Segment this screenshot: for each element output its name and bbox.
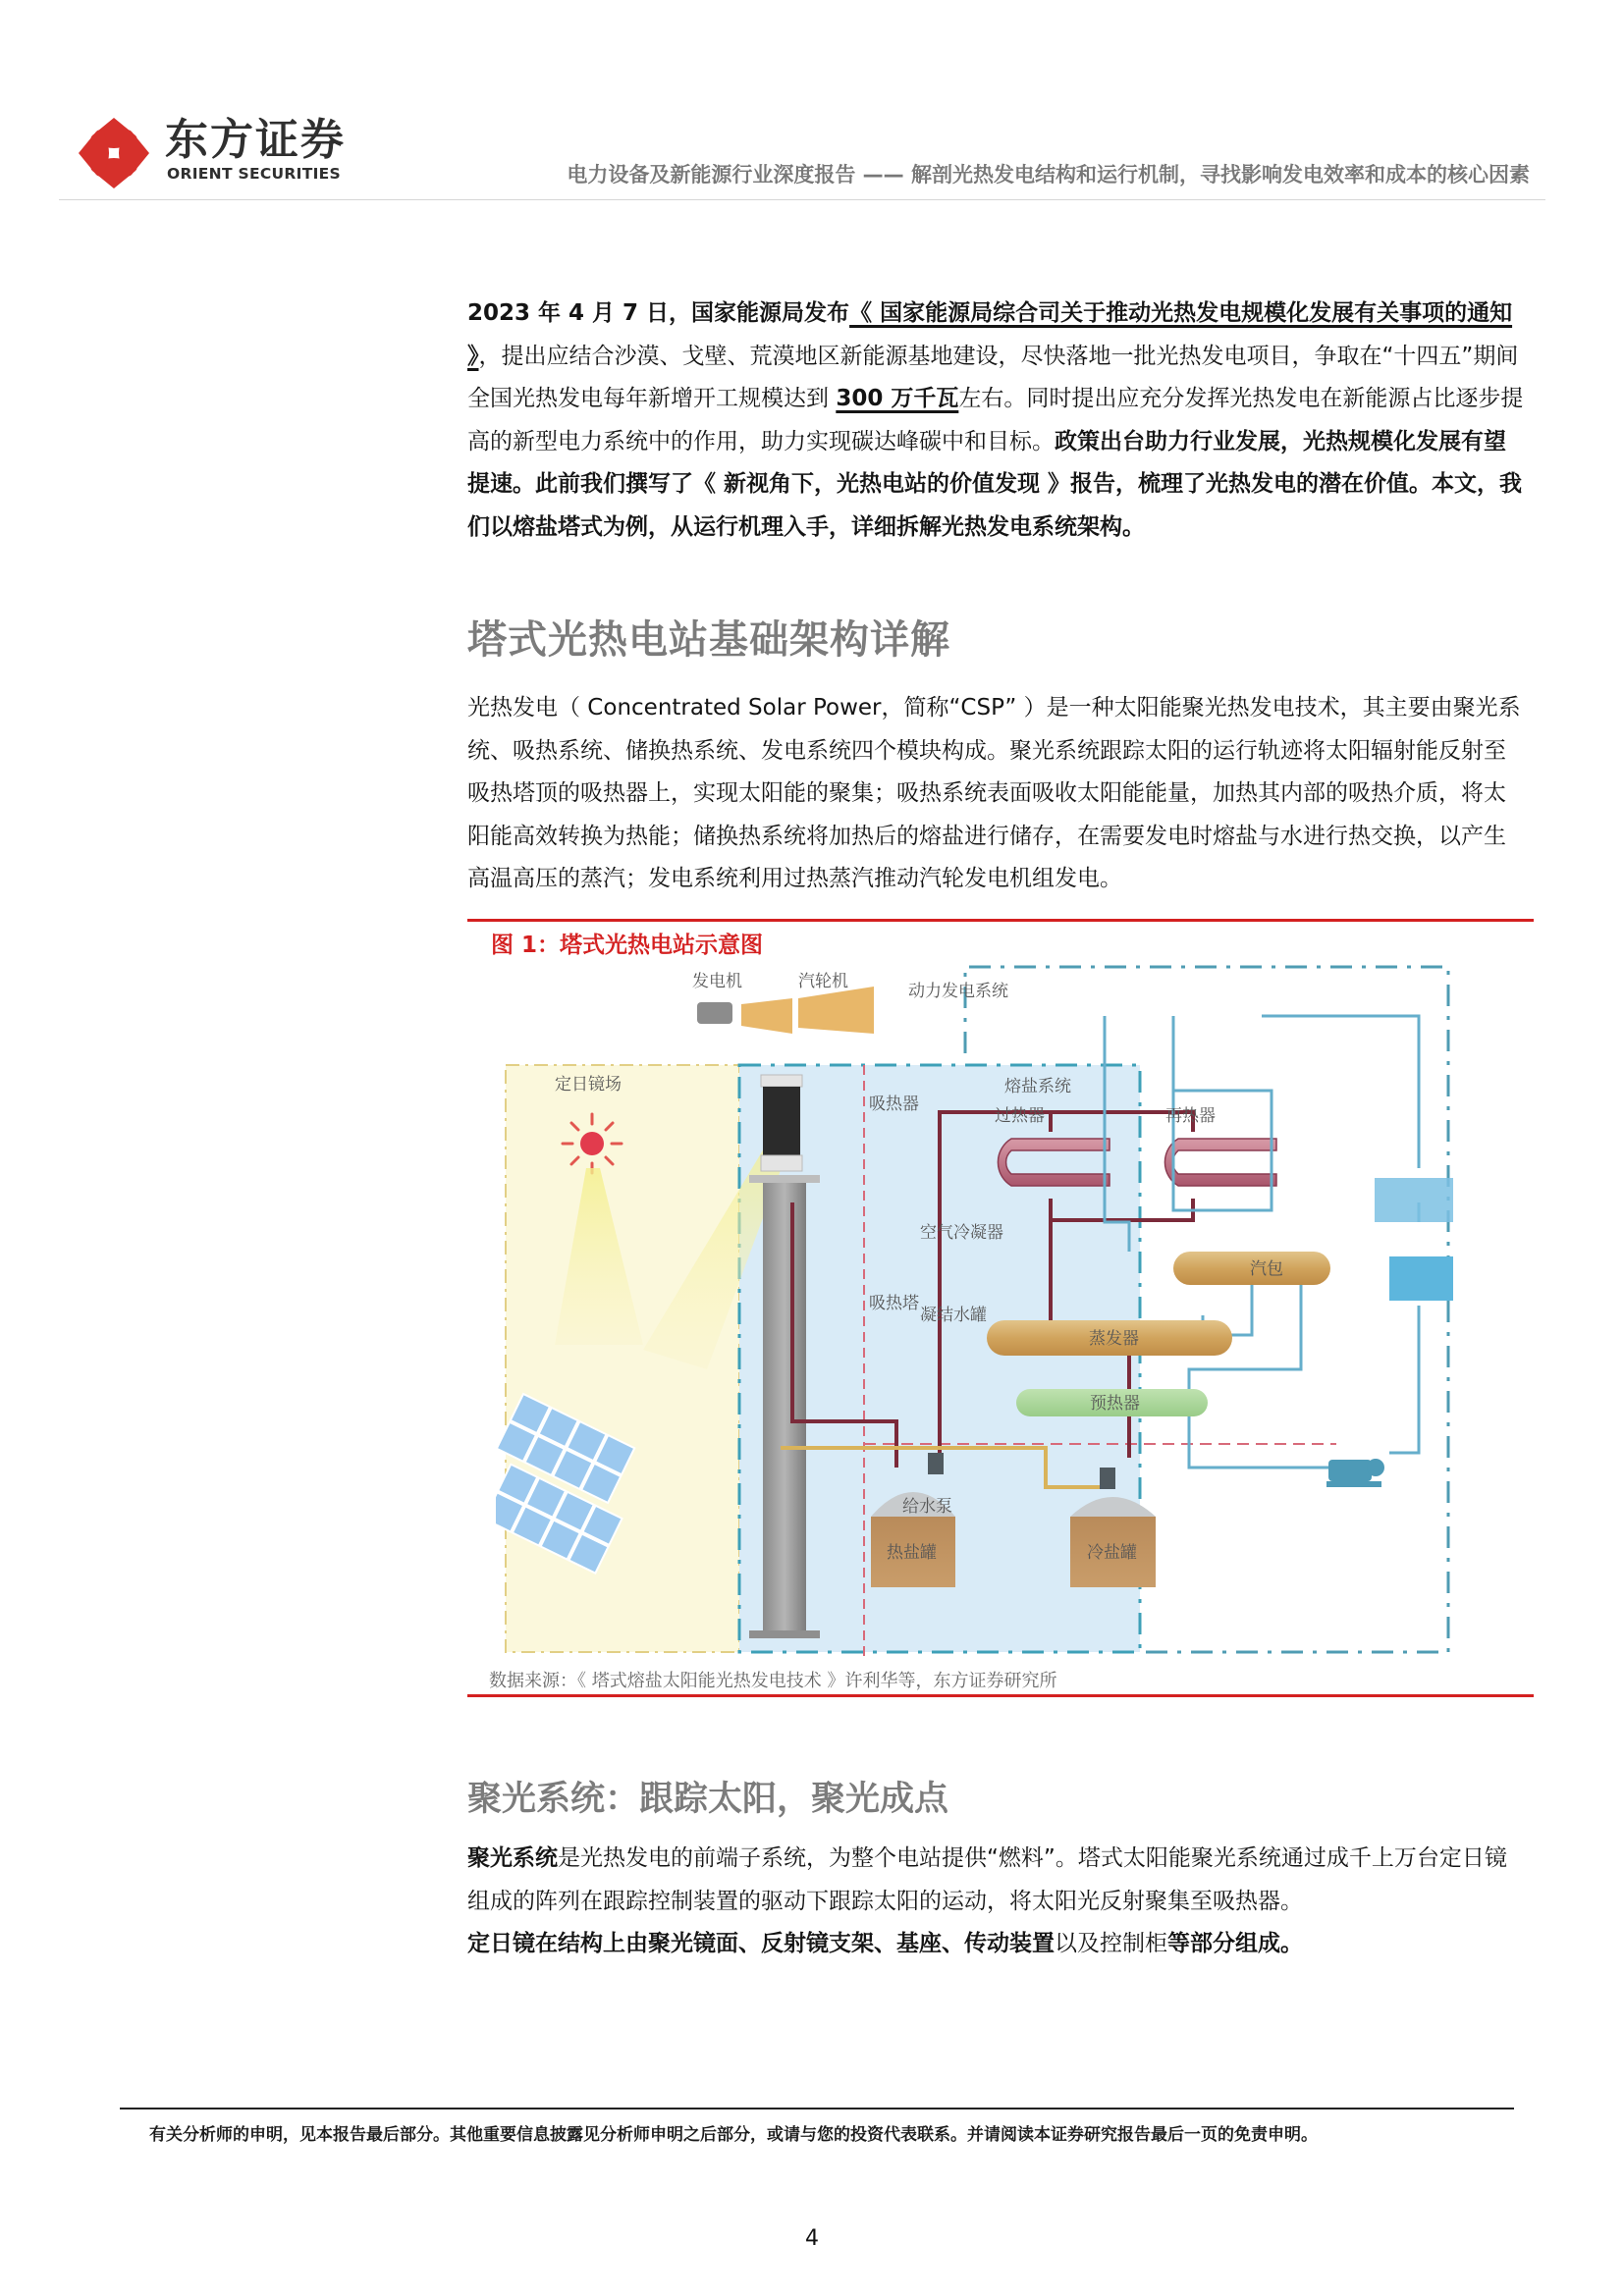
turbine-hp-icon <box>741 998 792 1034</box>
intro-date-lead: 2023 年 4 月 7 日，国家能源局发布 <box>467 300 850 326</box>
reheater-icon <box>1164 1139 1276 1186</box>
csp-description-paragraph: 光热发电（ Concentrated Solar Power，简称“CSP” ）是一种太阳能聚光热发电技术，其主要由聚光系统、吸热系统、储换热系统、发电系统四个模块构成。聚光系统跟踪太阳的运行轨迹将太阳辐射能反射至吸热塔顶的吸热器上，实现太阳能的聚集；吸热系统表面吸收太阳能能量，加热其内部的吸热介质，将太阳能高效转换为热能；储换热系统将加热后的熔盐进行储存，在需要发电时熔盐与水进行热交换，以产生高温高压的蒸汽；发电系统利用过热蒸汽推动汽轮发电机组发电。 <box>467 695 1521 891</box>
label-feed-pump: 给水泵 <box>902 1497 952 1517</box>
label-air-condenser: 空气冷凝器 <box>920 1223 1003 1243</box>
intro-conclusion: 政策出台助力行业发展，光热规模化发展有望提速。此前我们撰写了《 新视角下，光热电站的价值发现 》报告，梳理了光热发电的潜在价值。本文，我们以熔盐塔式为例，从运行机理入手，详细拆解光热发电系统架构。 <box>467 428 1523 540</box>
heliostat-structure-bold: 定日镜在结构上由聚光镜面、反射镜支架、基座、传动装置 <box>467 1931 1055 1956</box>
header-divider <box>59 199 1545 200</box>
figure-bottom-rule <box>467 1694 1534 1697</box>
figure-title: 图 1：塔式光热电站示意图 <box>491 933 764 958</box>
policy-document-link[interactable]: 《 国家能源局综合司关于推动光热发电规模化发展有关事项的通知 》 <box>467 300 1513 369</box>
label-receiver: 吸热器 <box>869 1095 919 1114</box>
condensate-tank-icon <box>1389 1256 1453 1301</box>
label-generator: 发电机 <box>692 972 742 991</box>
turbine-lp-icon <box>798 987 874 1034</box>
figure-top-rule <box>467 919 1534 922</box>
label-tower: 吸热塔 <box>869 1294 919 1313</box>
section-concentrator <box>467 1773 1528 1826</box>
intro-text-1: ，提出应结合沙漠、戈壁、荒漠地区新能源基地建设，尽快落地一批光热发电项目，争取在“十四五”期间全国光热发电每年新增开工规模达到 <box>467 343 1519 411</box>
capacity-target-figure: 300 万千瓦 <box>836 386 959 411</box>
csp-tower-plant-diagram <box>496 957 1532 1659</box>
brand-name-cn: 东方证券 <box>165 115 346 165</box>
feed-water-pump-icon <box>1326 1459 1384 1487</box>
label-steam-drum: 汽包 <box>1250 1259 1283 1279</box>
section-title-concentrator: 聚光系统：跟踪太阳，聚光成点 <box>467 1780 949 1819</box>
heliostat-structure-end: 等部分组成。 <box>1167 1931 1303 1956</box>
intro-section <box>467 293 1528 549</box>
concentrator-paragraph <box>467 1838 1528 1966</box>
label-molten-salt-system: 熔盐系统 <box>1004 1077 1071 1096</box>
section-concentrator-body <box>467 1838 1528 1966</box>
label-evaporator: 蒸发器 <box>1089 1329 1139 1349</box>
heliostat-structure-text: 以及控制柜 <box>1055 1931 1167 1956</box>
label-superheater: 过热器 <box>995 1106 1045 1126</box>
sun-icon <box>563 1114 622 1173</box>
label-power-system: 动力发电系统 <box>908 982 1008 1001</box>
label-condensate-tank: 凝结水罐 <box>920 1306 987 1325</box>
concentrator-lead: 聚光系统 <box>467 1845 558 1871</box>
concentrator-text-1: 是光热发电的前端子系统，为整个电站提供“燃料”。塔式太阳能聚光系统通过成千上万台定日镜组成的阵列在跟踪控制装置的驱动下跟踪太阳的运动，将太阳光反射聚集至吸热器。 <box>467 1845 1507 1914</box>
orient-securities-logo-icon <box>77 116 151 190</box>
report-title: 电力设备及新能源行业深度报告 —— 解剖光热发电结构和运行机制，寻找影响发电效率和成本的核心因素 <box>567 163 1530 187</box>
label-reheater: 再热器 <box>1165 1106 1216 1126</box>
footer-divider <box>120 2108 1514 2109</box>
label-heliostat-field: 定日镜场 <box>555 1075 622 1095</box>
footer-disclaimer: 有关分析师的申明，见本报告最后部分。其他重要信息披露见分析师申明之后部分，或请与您的投资代表联系。并请阅读本证券研究报告最后一页的免责申明。 <box>149 2125 1318 2145</box>
label-cold-salt-tank: 冷盐罐 <box>1087 1543 1137 1563</box>
intro-text-2: 左右。同时提出应充分发挥光热发电在新能源占比逐步提高的新型电力系统中的作用，助力实现碳达峰碳中和目标。 <box>467 386 1524 454</box>
label-hot-salt-tank: 热盐罐 <box>887 1543 937 1563</box>
intro-paragraph <box>467 293 1528 549</box>
section-architecture-body <box>467 687 1528 901</box>
figure-source: 数据来源：《 塔式熔盐太阳能光热发电技术 》许利华等，东方证券研究所 <box>489 1671 1057 1691</box>
label-turbine: 汽轮机 <box>798 972 848 991</box>
generator-icon <box>697 1002 732 1024</box>
page-number: 4 <box>805 2226 819 2251</box>
brand-name-en: ORIENT SECURITIES <box>167 165 342 183</box>
air-condenser-icon <box>1375 1178 1453 1222</box>
section-title-architecture: 塔式光热电站基础架构详解 <box>467 617 950 663</box>
label-preheater: 预热器 <box>1090 1394 1140 1414</box>
section-architecture <box>467 611 1528 669</box>
